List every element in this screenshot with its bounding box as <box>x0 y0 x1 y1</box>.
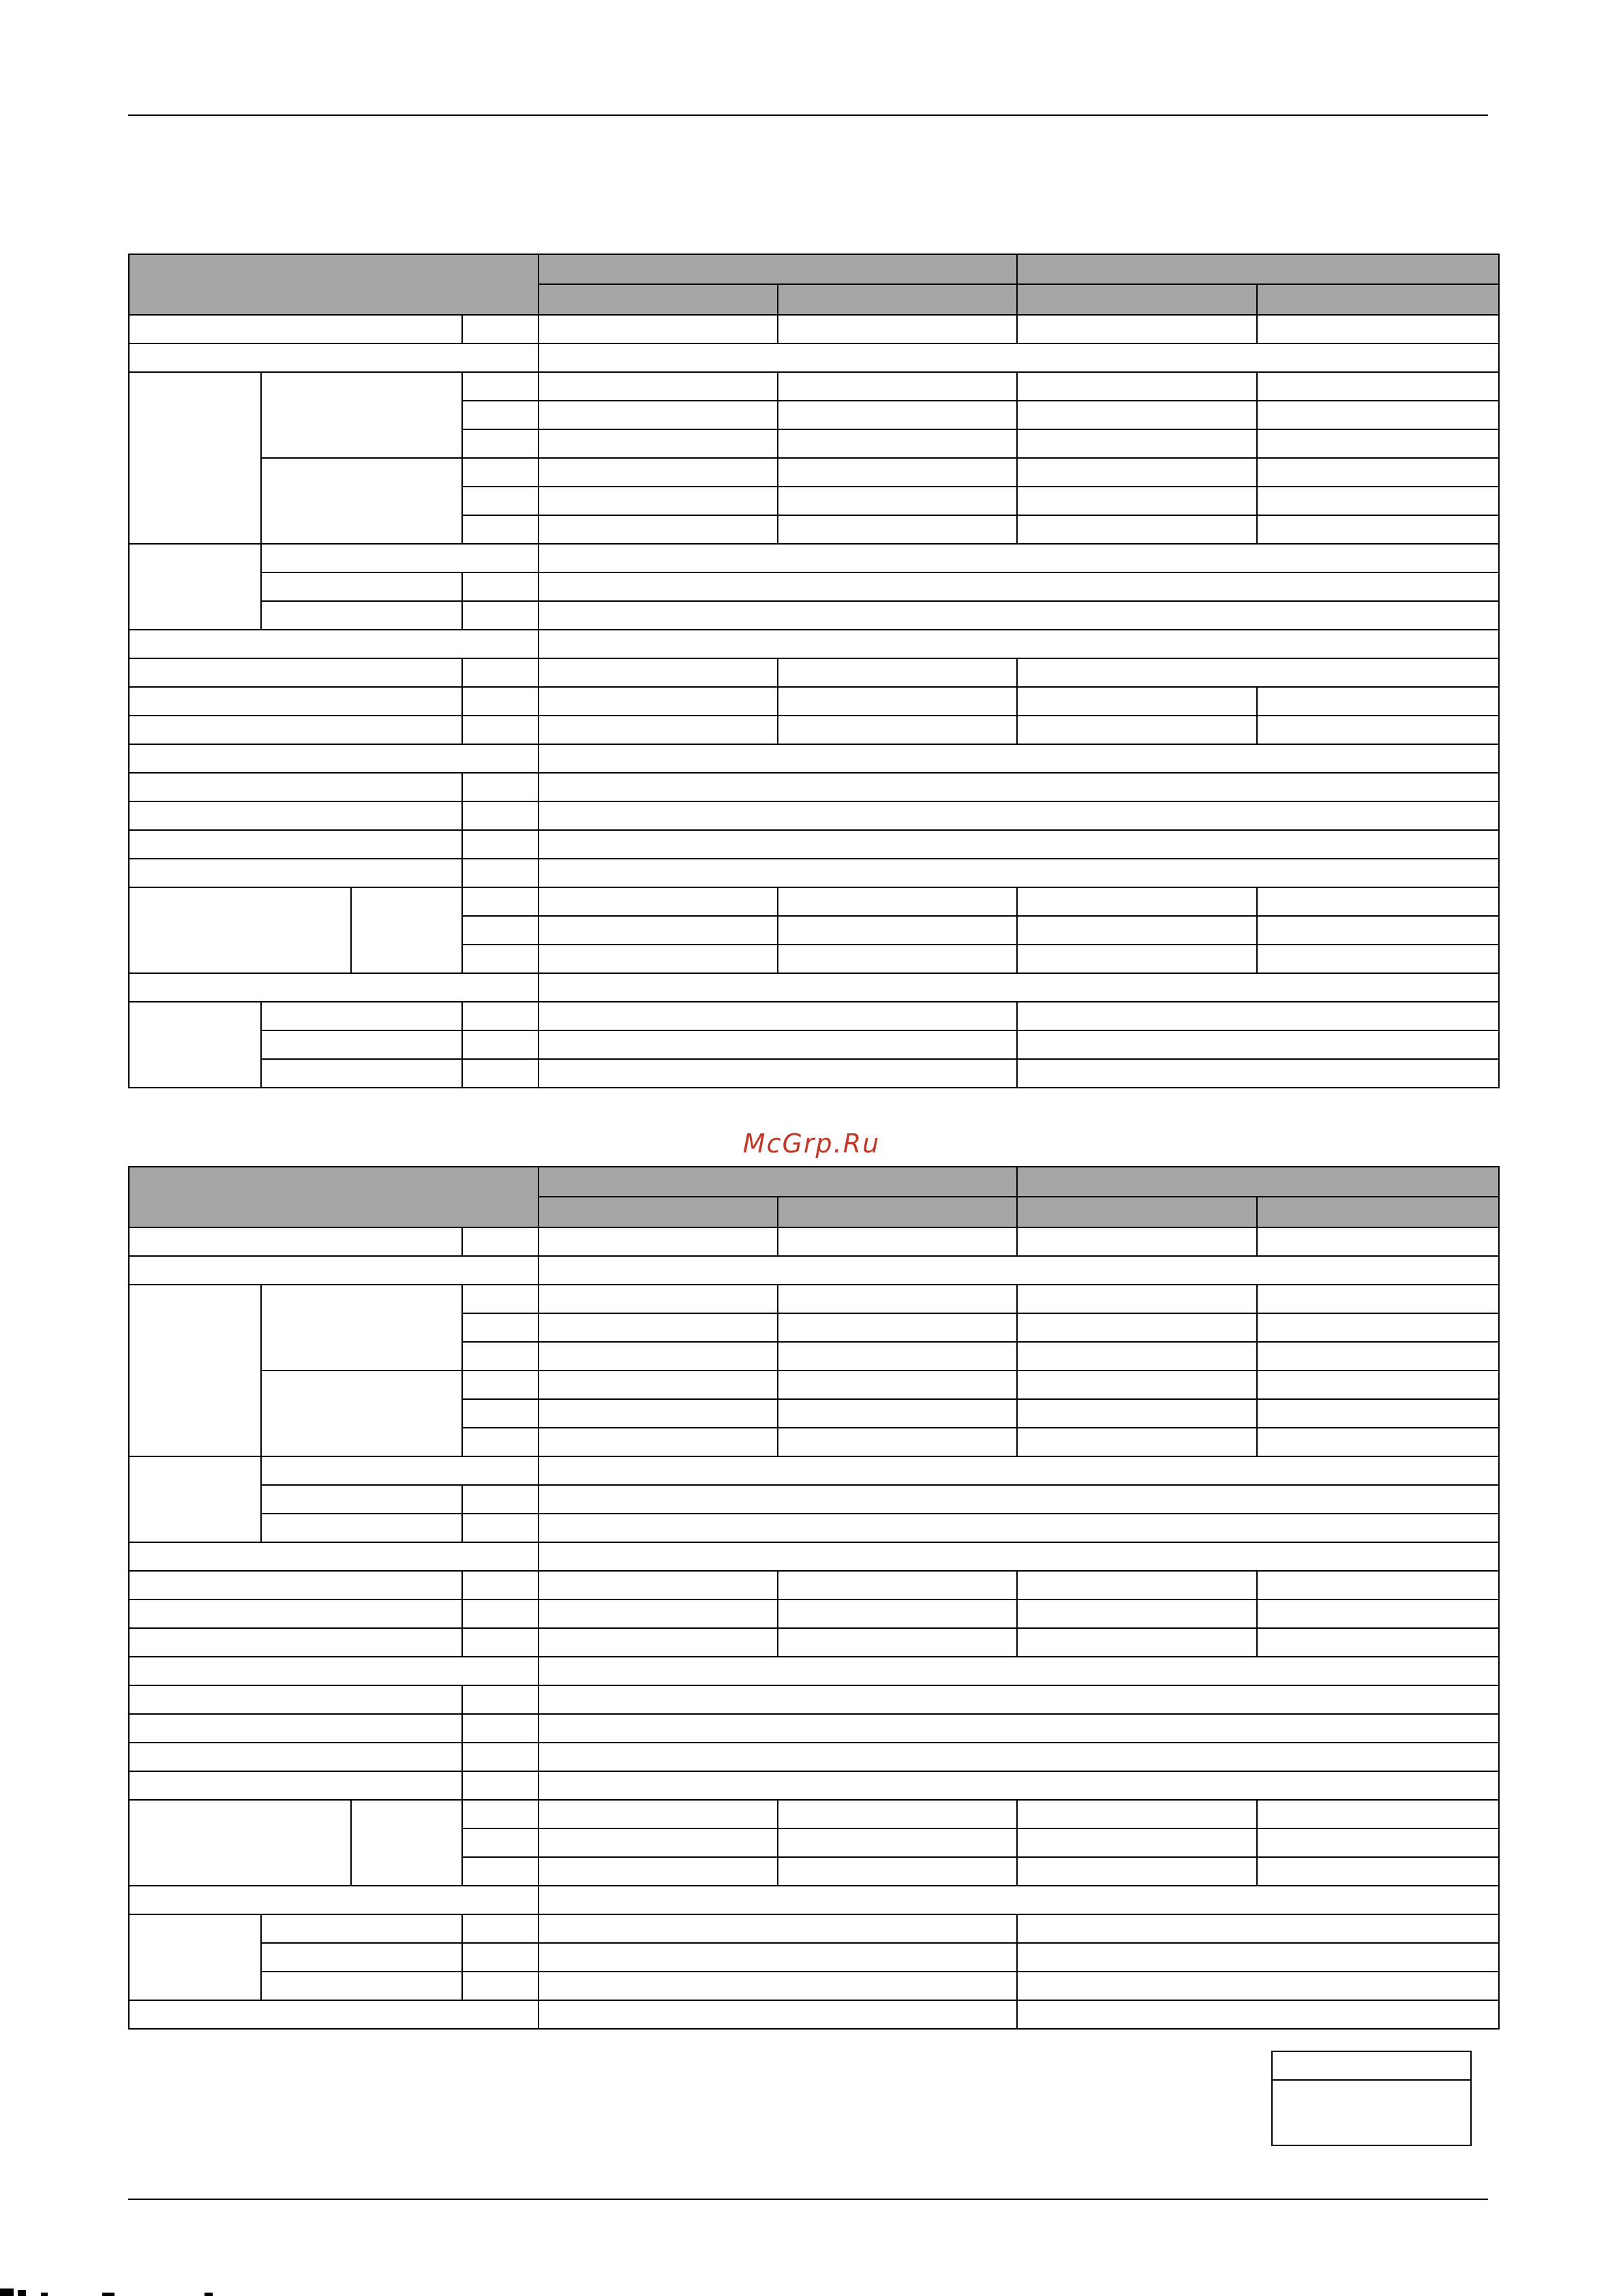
header-group-cell <box>539 254 1017 284</box>
table-row <box>129 687 1499 716</box>
table-row <box>129 1059 1499 1088</box>
header-cell <box>778 284 1017 315</box>
table-row <box>129 1456 1499 1485</box>
table-row <box>129 601 1499 630</box>
header-cell <box>1017 1197 1257 1227</box>
header-rule <box>128 114 1488 116</box>
header-cell <box>539 1197 778 1227</box>
table-row <box>129 1030 1499 1059</box>
header-cell <box>129 254 539 315</box>
table-row <box>129 1914 1499 1943</box>
table-row <box>129 973 1499 1002</box>
table-row <box>129 1599 1499 1628</box>
table-row <box>129 1972 1499 2000</box>
table-row <box>129 1800 1499 1828</box>
header-group-cell <box>1017 254 1499 284</box>
table-row <box>129 1002 1499 1030</box>
table-row <box>129 1285 1499 1313</box>
table-row <box>129 658 1499 687</box>
header-cell <box>1257 1197 1499 1227</box>
header-cell <box>539 284 778 315</box>
footer-rule <box>128 2199 1488 2200</box>
table-footer-row <box>129 2000 1499 2029</box>
spec-table-2 <box>128 1166 1500 2030</box>
table-row <box>129 458 1499 487</box>
watermark: McGrp.Ru <box>742 1129 881 1159</box>
table-row <box>129 572 1499 601</box>
table-row <box>129 1256 1499 1285</box>
header-cell <box>129 1167 539 1227</box>
table-header-row <box>129 1167 1499 1197</box>
header-group-cell <box>539 1167 1017 1197</box>
table-row <box>129 1743 1499 1771</box>
table-row <box>129 830 1499 859</box>
table-row <box>129 630 1499 658</box>
header-cell <box>1257 284 1499 315</box>
table-row <box>129 544 1499 572</box>
header-cell <box>1017 284 1257 315</box>
table-row <box>129 1685 1499 1714</box>
table-row <box>129 1542 1499 1571</box>
table-row <box>129 1886 1499 1914</box>
table-row <box>129 1371 1499 1399</box>
table-row <box>129 744 1499 773</box>
table-row <box>129 1571 1499 1599</box>
table-row <box>129 372 1499 401</box>
table-row <box>129 1771 1499 1800</box>
table-row <box>129 859 1499 887</box>
table-row <box>129 1943 1499 1972</box>
spec-table-1 <box>128 254 1500 1088</box>
header-cell <box>778 1197 1017 1227</box>
table-row <box>129 1514 1499 1542</box>
table-row <box>129 887 1499 916</box>
table-row <box>129 1227 1499 1256</box>
table-row <box>129 801 1499 830</box>
table-row <box>129 1628 1499 1657</box>
table-row <box>129 315 1499 343</box>
table-row <box>129 343 1499 372</box>
footer-mark <box>0 2287 218 2296</box>
header-group-cell <box>1017 1167 1499 1197</box>
table-row <box>129 773 1499 801</box>
table-row <box>129 1714 1499 1743</box>
table-row <box>129 1657 1499 1685</box>
table-header-row <box>129 254 1499 284</box>
table-row <box>129 716 1499 744</box>
stamp-box <box>1271 2051 1472 2146</box>
table-row <box>129 1485 1499 1514</box>
stamp-box-header <box>1273 2052 1470 2081</box>
